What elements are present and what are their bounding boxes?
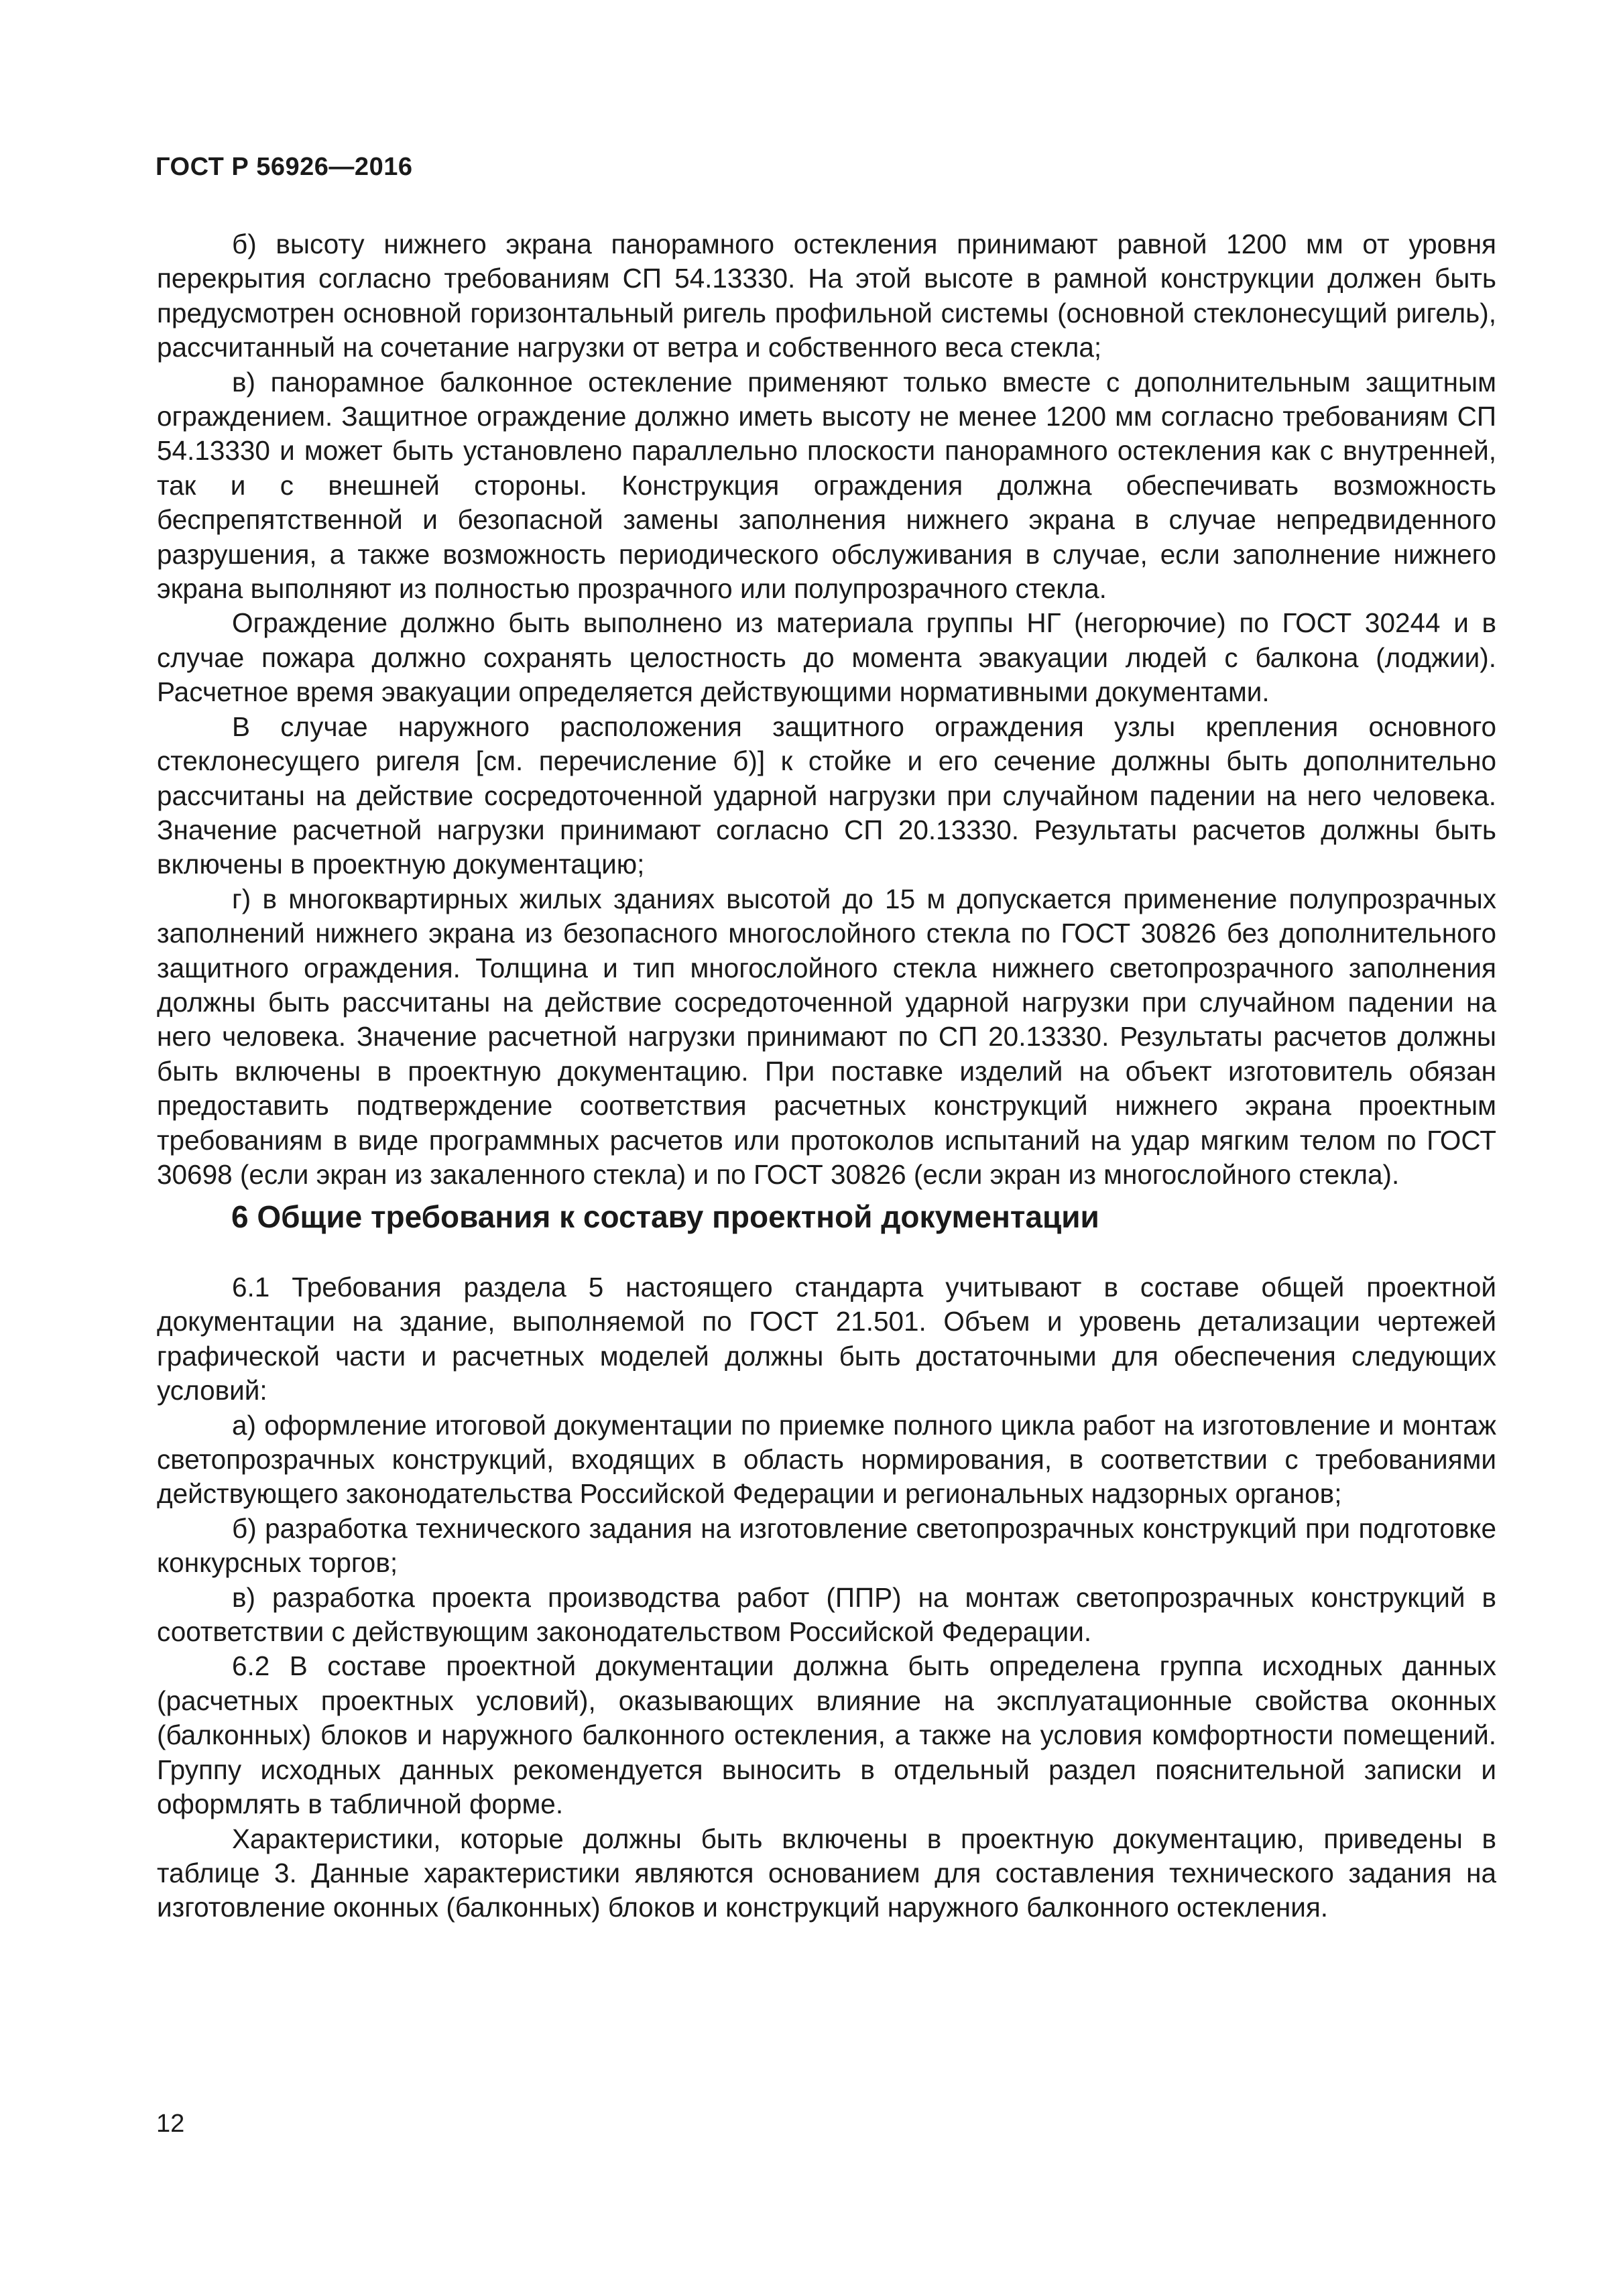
paragraph-item-a: а) оформление итоговой документации по приемке полного цикла работ на изготовление и монтаж светопрозрачных конструкций, входящих в область нормирования, в соответствии с требованиями действующего законодательства Российской Федерации и региональных надзорных органов; — [157, 1409, 1496, 1510]
paragraph-item-b2: б) разработка технического задания на изготовление светопрозрачных конструкций при подготовке конкурсных торгов; — [157, 1512, 1496, 1579]
paragraph-item-g: г) в многоквартирных жилых зданиях высотой до 15 м допускается применение полупрозрачных заполнений нижнего экрана из безопасного многослойного стекла по ГОСТ 30826 без дополнительного защитного ограждения. Толщина и тип многослойного стекла нижнего светопрозрачного заполнения должны быть рассчитаны на действие сосредоточенной ударной нагрузки при случайном падении на него человека. Значение расчетной нагрузки принимают по СП 20.13330. Результаты расчетов должны быть включены в проектную документацию. При поставке изделий на объект изготовитель обязан предоставить подтверждение соответствия расчетных конструкций нижнего экрана проектным требованиям в виде программных расчетов или протоколов испытаний на удар мягким телом по ГОСТ 30698 (если экран из закаленного стекла) и по ГОСТ 30826 (если экран из многослойного стекла). — [157, 883, 1496, 1190]
paragraph-external-fence: В случае наружного расположения защитного ограждения узлы крепления основного стеклонесущего ригеля [см. перечисление б)] к стойке и его сечение должны быть дополнительно рассчитаны на действие сосредоточенной ударной нагрузки при случайном падении на него человека. Значение расчетной нагрузки принимают согласно СП 20.13330. Результаты расчетов должны быть включены в проектную документацию; — [157, 711, 1496, 880]
paragraph-fence-material: Ограждение должно быть выполнено из материала группы НГ (негорючие) по ГОСТ 30244 и в случае пожара должно сохранять целостность до момента эвакуации людей с балкона (лоджии). Расчетное время эвакуации определяется действующими нормативными документами. — [157, 607, 1496, 708]
paragraph-item-b: б) высоту нижнего экрана панорамного остекления принимают равной 1200 мм от уровня перекрытия согласно требованиям СП 54.13330. На этой высоте в рамной конструкции должен быть предусмотрен основной горизонтальный ригель профильной системы (основной стеклонесущий ригель), рассчитанный на сочетание нагрузки от ветра и собственного веса стекла; — [157, 229, 1496, 363]
body-text-part1 — [157, 227, 1496, 1192]
paragraph-item-v2: в) разработка проекта производства работ (ППР) на монтаж светопрозрачных конструкций в соответствии с действующим законодательством Российской Федерации. — [157, 1581, 1496, 1648]
paragraph-6-2: 6.2 В составе проектной документации должна быть определена группа исходных данных (расчетных проектных условий), оказывающих влияние на эксплуатационные свойства оконных (балконных) блоков и наружного балконного остекления, а также на условия комфортности помещений. Группу исходных данных рекомендуется выносить в отдельный раздел пояснительной записки и оформлять в табличной форме. — [157, 1650, 1496, 1820]
paragraph-characteristics: Характеристики, которые должны быть включены в проектную документацию, приведены в таблице 3. Данные характеристики являются основанием для составления технического задания на изготовление оконных (балконных) блоков и конструкций наружного балконного остекления. — [157, 1823, 1496, 1923]
document-code-header: ГОСТ Р 56926—2016 — [156, 153, 413, 181]
page-number: 12 — [156, 2110, 185, 2138]
paragraph-item-v: в) панорамное балконное остекление применяют только вместе с дополнительным защитным ограждением. Защитное ограждение должно иметь высоту не менее 1200 мм согласно требованиям СП 54.13330 и может быть установлено параллельно плоскости панорамного остекления как с внутренней, так и с внешней стороны. Конструкция ограждения должна обеспечивать возможность беспрепятственной и безопасной замены заполнения нижнего экрана в случае непредвиденного разрушения, а также возможность периодического обслуживания в случае, если заполнение нижнего экрана выполняют из полностью прозрачного или полупрозрачного стекла. — [157, 366, 1496, 605]
section-heading: 6 Общие требования к составу проектной документации — [231, 1199, 1099, 1234]
body-text-part2 — [157, 1270, 1496, 1925]
paragraph-6-1: 6.1 Требования раздела 5 настоящего стандарта учитывают в составе общей проектной документации на здание, выполняемой по ГОСТ 21.501. Объем и уровень детализации чертежей графической части и расчетных моделей должны быть достаточными для обеспечения следующих условий: — [157, 1272, 1496, 1406]
